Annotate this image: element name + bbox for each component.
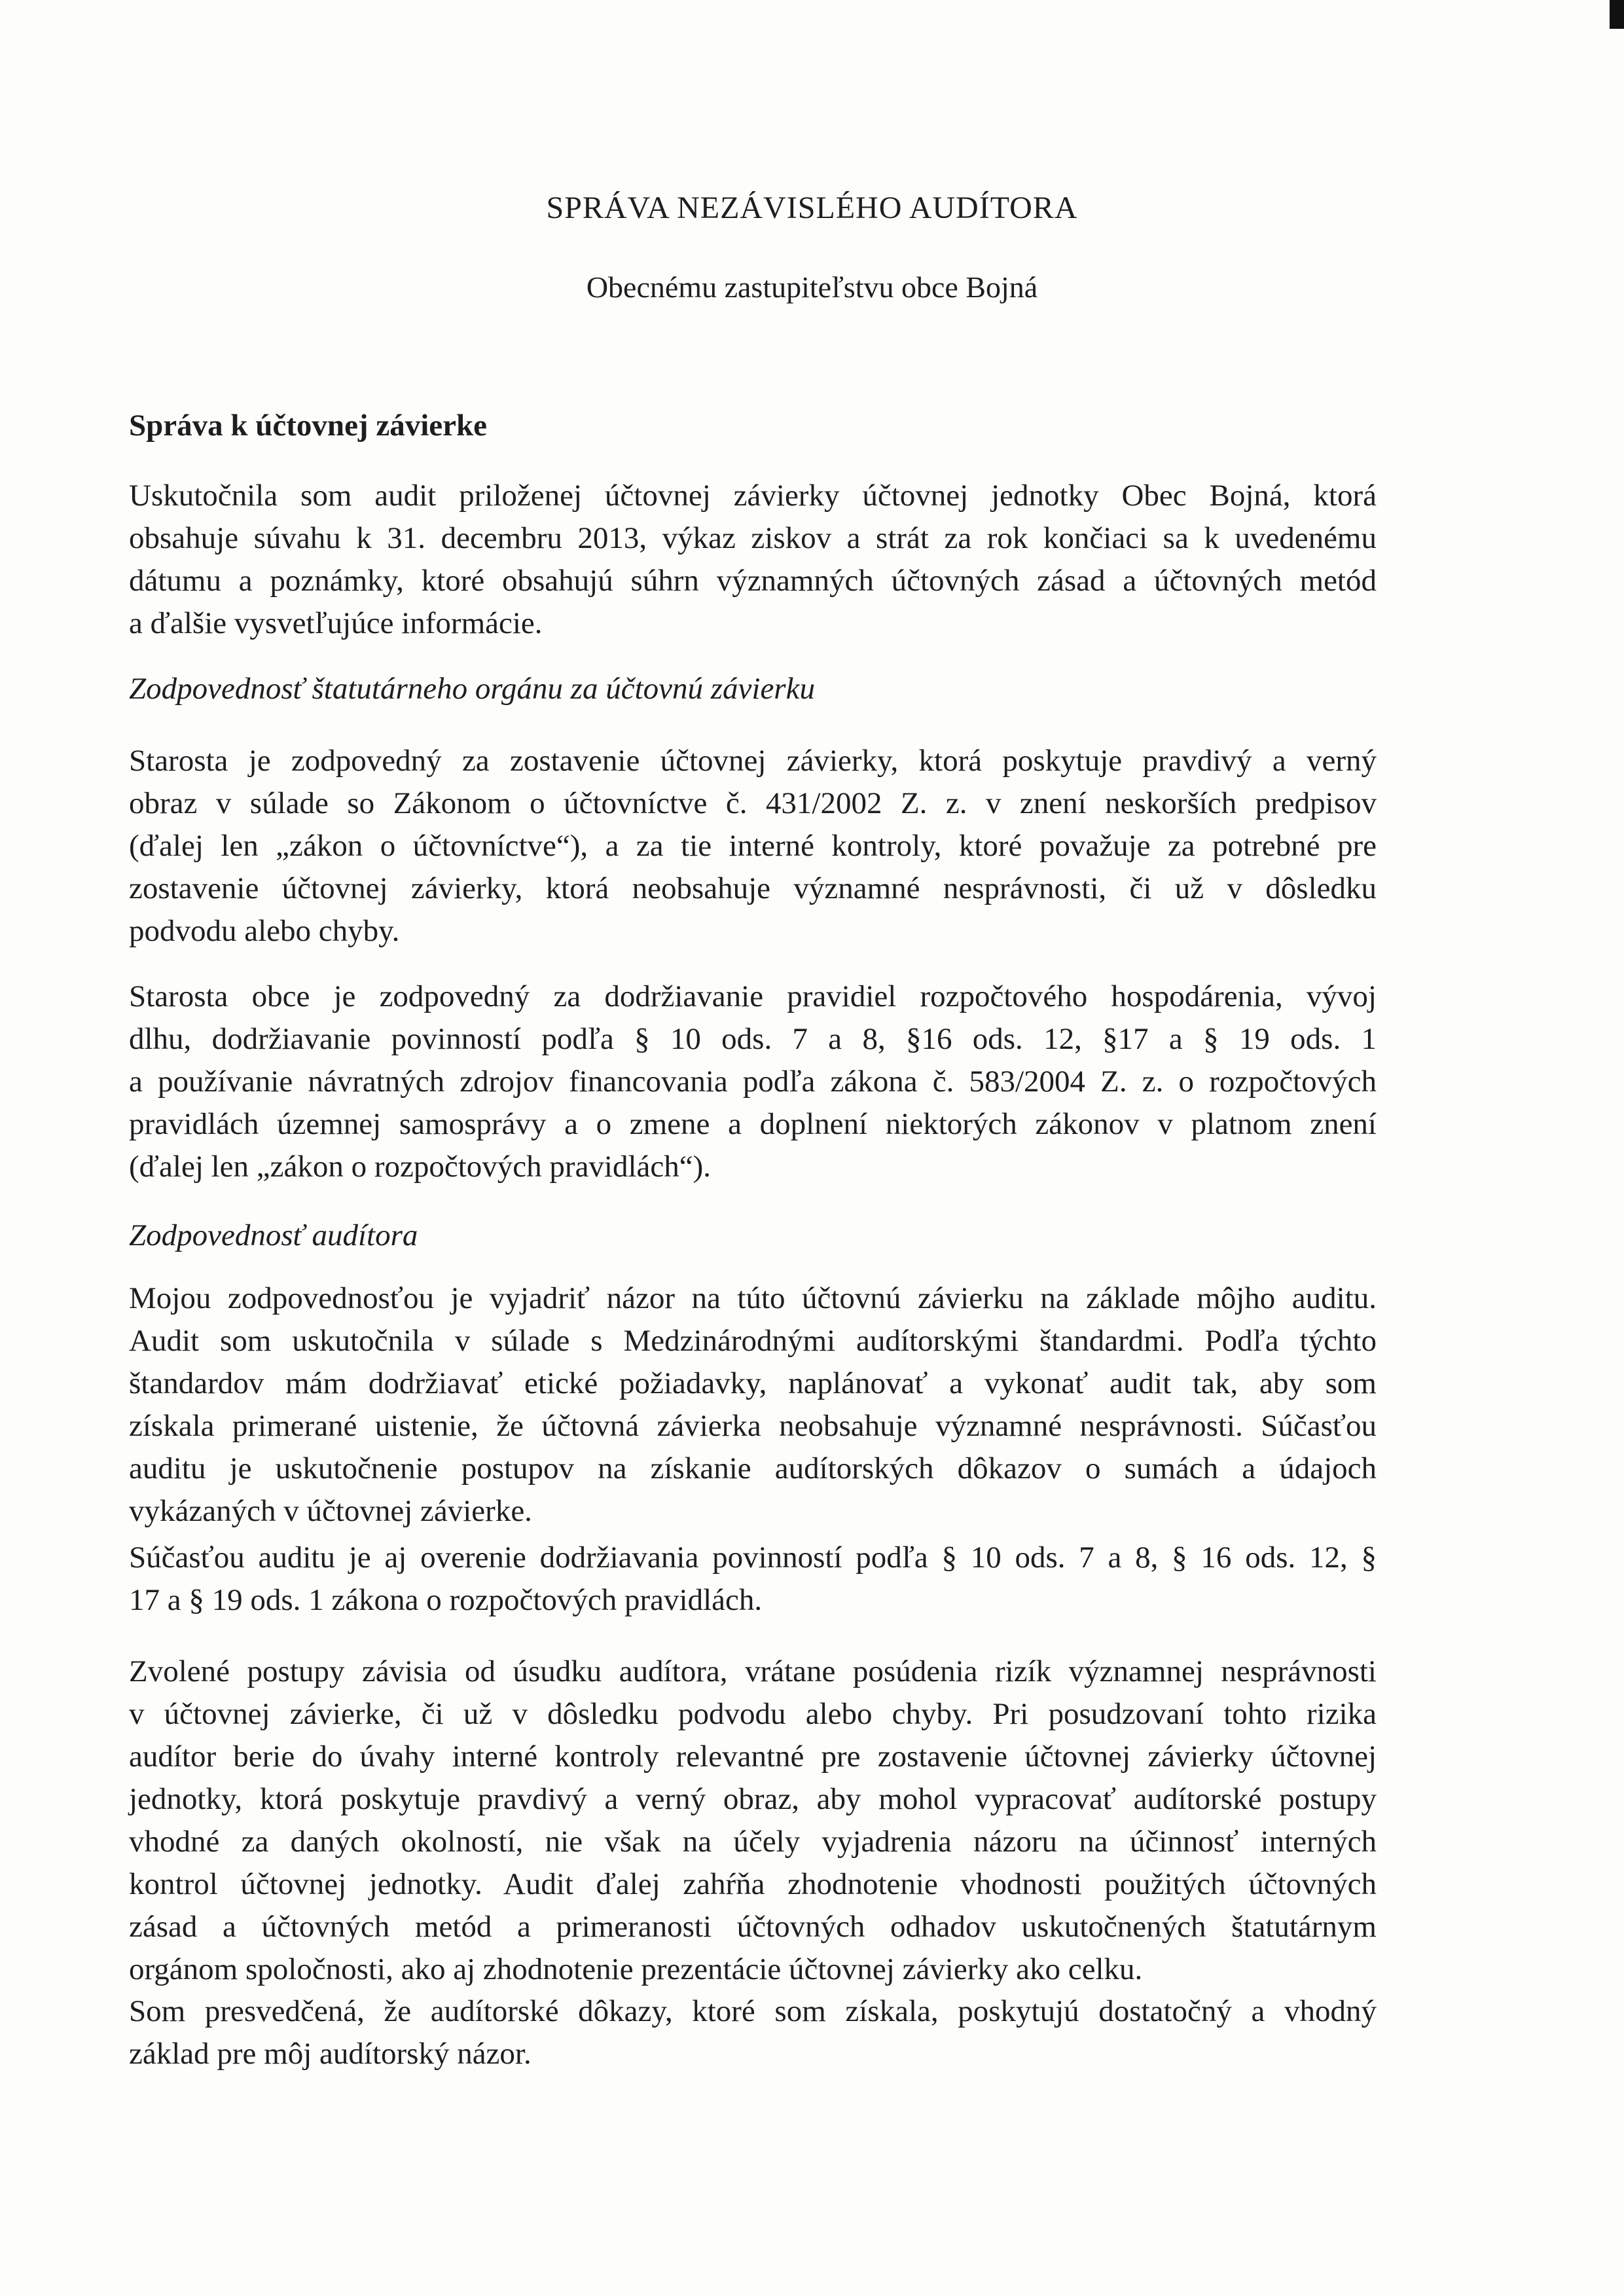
text-line: Súčasťou auditu je aj overenie dodržiavania povinností podľa § 10 ods. 7 a 8, § 16 ods. 12, §: [129, 1540, 1377, 1575]
text-line: Starosta je zodpovedný za zostavenie účtovnej závierky, ktorá poskytuje pravdivý a verný: [129, 744, 1377, 778]
document-title: SPRÁVA NEZÁVISLÉHO AUDÍTORA: [546, 191, 1078, 225]
text-line: zostavenie účtovnej závierky, ktorá neobsahuje významné nesprávnosti, či už v dôsledku: [129, 871, 1377, 905]
paragraph-audit-verification: [129, 1537, 1377, 1622]
text-line: vhodné za daných okolností, nie však na účely vyjadrenia názoru na účinnosť interných: [129, 1825, 1377, 1859]
text-line: orgánom spoločnosti, ako aj zhodnotenie prezentácie účtovnej závierky ako celku.: [129, 1952, 1143, 1986]
text-line: Zvolené postupy závisia od úsudku audítora, vrátane posúdenia rizík významnej nesprávnosti: [129, 1654, 1377, 1688]
text-line: dátumu a poznámky, ktoré obsahujú súhrn významných účtovných zásad a účtovných metód: [129, 564, 1377, 598]
paragraph-scope: [129, 475, 1377, 645]
text-line: 17 a § 19 ods. 1 zákona o rozpočtových pravidlách.: [129, 1583, 763, 1617]
text-line: zásad a účtovných metód a primeranosti účtovných odhadov uskutočnených štatutárnym: [129, 1910, 1377, 1944]
text-line: v účtovnej závierke, či už v dôsledku podvodu alebo chyby. Pri posudzovaní tohto rizika: [129, 1697, 1377, 1731]
text-line: a používanie návratných zdrojov financovania podľa zákona č. 583/2004 Z. z. o rozpočtových: [129, 1065, 1377, 1099]
text-line: audítor berie do úvahy interné kontroly relevantné pre zostavenie účtovnej závierky účtovnej: [129, 1740, 1377, 1774]
text-line: a ďalšie vysvetľujúce informácie.: [129, 606, 543, 640]
text-line: Uskutočnila som audit priloženej účtovnej závierky účtovnej jednotky Obec Bojná, ktorá: [129, 479, 1377, 513]
text-line: štandardov mám dodržiavať etické požiadavky, naplánovať a vykonať audit tak, aby som: [129, 1366, 1377, 1400]
paragraph-mayor-responsibility: [129, 740, 1377, 953]
section-heading: Správa k účtovnej závierke: [129, 409, 487, 443]
text-line: (ďalej len „zákon o rozpočtových pravidlách“).: [129, 1150, 712, 1184]
document-addressee: Obecnému zastupiteľstvu obce Bojná: [586, 270, 1038, 304]
text-line: kontrol účtovnej jednotky. Audit ďalej zahŕňa zhodnotenie vhodnosti použitých účtovných: [129, 1867, 1377, 1901]
text-line: jednotky, ktorá poskytuje pravdivý a verný obraz, aby mohol vypracovať audítorské postupy: [129, 1782, 1377, 1816]
subheading-auditor-responsibility: Zodpovednosť audítora: [129, 1218, 418, 1252]
text-line: dlhu, dodržiavanie povinností podľa § 10 ods. 7 a 8, §16 ods. 12, §17 a § 19 ods. 1: [129, 1022, 1377, 1056]
text-line: obsahuje súvahu k 31. decembru 2013, výkaz ziskov a strát za rok končiaci sa k uvedenému: [129, 521, 1377, 555]
paragraph-auditor-responsibility: [129, 1277, 1377, 1533]
text-line: Audit som uskutočnila v súlade s Medzinárodnými audítorskými štandardmi. Podľa týchto: [129, 1324, 1377, 1358]
text-line: obraz v súlade so Zákonom o účtovníctve č. 431/2002 Z. z. v znení neskorších predpisov: [129, 786, 1377, 820]
text-line: pravidlách územnej samosprávy a o zmene a doplnení niektorých zákonov v platnom znení: [129, 1107, 1377, 1141]
text-line: vykázaných v účtovnej závierke.: [129, 1494, 532, 1528]
text-line: Starosta obce je zodpovedný za dodržiavanie pravidiel rozpočtového hospodárenia, vývoj: [129, 979, 1377, 1013]
paragraph-audit-procedures: [129, 1650, 1377, 1991]
text-line: (ďalej len „zákon o účtovníctve“), a za tie interné kontroly, ktoré považuje za potrebné pre: [129, 829, 1377, 863]
text-line: získala primerané uistenie, že účtovná závierka neobsahuje významné nesprávnosti. Súčasťou: [129, 1409, 1377, 1443]
paragraph-audit-evidence: [129, 1990, 1377, 2075]
text-line: Som presvedčená, že audítorské dôkazy, ktoré som získala, poskytujú dostatočný a vhodný: [129, 1994, 1377, 2028]
text-line: Mojou zodpovednosťou je vyjadriť názor na túto účtovnú závierku na základe môjho auditu.: [129, 1281, 1377, 1315]
text-line: auditu je uskutočnenie postupov na získanie audítorských dôkazov o sumách a údajoch: [129, 1451, 1377, 1485]
scan-edge-mark: [1610, 0, 1624, 29]
subheading-statutory-responsibility: Zodpovednosť štatutárneho orgánu za účtovnú závierku: [129, 672, 815, 706]
text-line: základ pre môj audítorský názor.: [129, 2037, 532, 2071]
text-line: podvodu alebo chyby.: [129, 914, 400, 948]
paragraph-budget-rules: [129, 975, 1377, 1188]
